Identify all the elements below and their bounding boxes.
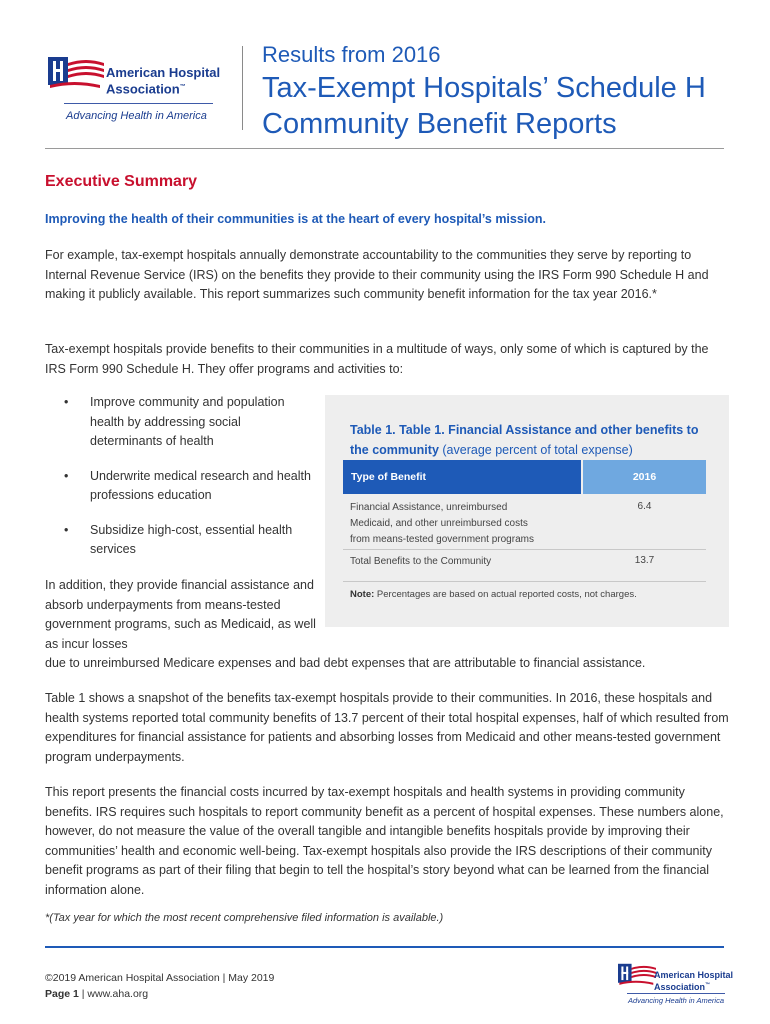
footer-divider [45,946,724,948]
aha-logo-icon [48,55,104,95]
footer-logo-divider [627,993,725,994]
table-row-value: 13.7 [634,555,655,566]
org-name-line2: Association [106,81,180,97]
report-title [262,70,706,142]
paragraph-report-purpose: This report presents the financial costs incurred by tax-exempt hospitals and health systems in providing community benefits. IRS requires such hospitals to report community benefit as a percent of hospital expenses. These numbers alone, however, do not measure the value of the overall tangible and intangible benefits hospitals provide by improving their communities’ health and economic well-being. Tax-exempt hospitals also provide the IRS descriptions of their community benefit programs as part of their filing that begin to tell the hospital’s story beyond what can be learned from the financial information alone. [45,785,724,897]
paragraph-benefits: Tax-exempt hospitals provide benefits to their communities in a multitude of ways, only some of which is captured by the IRS Form 990 Schedule H. They offer programs and activities to: [45,342,709,376]
bullet-glyph: • [64,395,69,409]
mission-statement: Improving the health of their communities is at the heart of every hospital’s mission. [45,212,547,226]
paragraph-addition-continued: due to unreimbursed Medicare expenses and bad debt expenses that are attributable to financial assistance. [45,656,646,670]
table-row-divider [343,581,706,582]
paragraph-intro: For example, tax-exempt hospitals annually demonstrate accountability to the communities they serve by reporting to Internal Revenue Service (IRS) on the benefits they provide to their community using the IRS Form 990 Schedule H and making it publicly available. This report summarizes such community benefit information for the tax year 2016.* [45,248,709,301]
bullet-glyph: • [64,468,69,483]
table-title [350,421,720,460]
benefit-list [64,393,314,575]
table-title-bold: Table 1. Table 1. Financial Assistance and other benefits to the community [350,423,699,457]
list-item-text: Underwrite medical research and health professions education [90,468,311,502]
table-header-year: 2016 [583,460,706,494]
list-item-text: Subsidize high-cost, essential health services [90,522,293,556]
footer-tagline: Advancing Health in America [628,996,725,1005]
footnote: *(Tax year for which the most recent comprehensive filed information is available.) [45,912,444,924]
footer-website: | www.aha.org [81,988,149,1000]
footer-org-line2: Association [654,982,706,992]
org-tagline: Advancing Health in America [66,110,207,122]
list-item [64,521,314,560]
footer-org-name [654,970,733,992]
list-item [64,393,314,452]
table-note-label: Note: [350,589,375,600]
table-row-label: Total Benefits to the Community [350,556,492,567]
section-heading: Executive Summary [45,173,198,190]
table-title-light: (average percent of total expense) [442,442,633,457]
page-number: Page 1 [45,988,79,1000]
report-title-line2: Community Benefit Reports [262,108,617,140]
list-item [64,467,314,506]
footer-info [45,970,274,1002]
trademark: ™ [179,84,186,90]
table-row-divider [343,549,706,550]
header-divider-vertical [242,46,243,130]
table-note-text: Percentages are based on actual reported costs, not charges. [376,589,637,600]
list-item-text: Improve community and population health by addressing social determinants of health [90,395,285,448]
footer-trademark: ™ [705,982,711,988]
org-name [106,66,220,96]
report-title-line1: Tax-Exempt Hospitals’ Schedule H [262,72,706,104]
header-divider [45,148,724,149]
table-row-label: Financial Assistance, unreimbursed Medicaid, and other unreimbursed costs from means-tested government programs [350,502,534,545]
aha-logo-footer-icon [618,962,656,990]
paragraph-addition: In addition, they provide financial assistance and absorb underpayments from means-tested government programs, such as Medicaid, as well as incur losses [45,578,316,651]
paragraph-table-summary: Table 1 shows a snapshot of the benefits tax-exempt hospitals provide to their communities. In 2016, these hospitals and health systems reported total community benefits of 13.7 percent of their total hospital expenses, half of which resulted from expenditures for financial assistance for patients and absorbing losses from Medicaid and other means-tested government program underpayments. [45,691,729,764]
copyright: ©2019 American Hospital Association | May 2019 [45,972,275,984]
org-name-line1: American Hospital [106,65,221,80]
bullet-glyph: • [64,522,69,537]
table-note [350,589,637,600]
logo-divider [64,103,213,104]
table-row-value: 6.4 [637,501,652,512]
footer-org-line1: American Hospital [654,970,734,980]
table-header-type: Type of Benefit [343,460,581,494]
report-subtitle: Results from 2016 [262,42,441,67]
